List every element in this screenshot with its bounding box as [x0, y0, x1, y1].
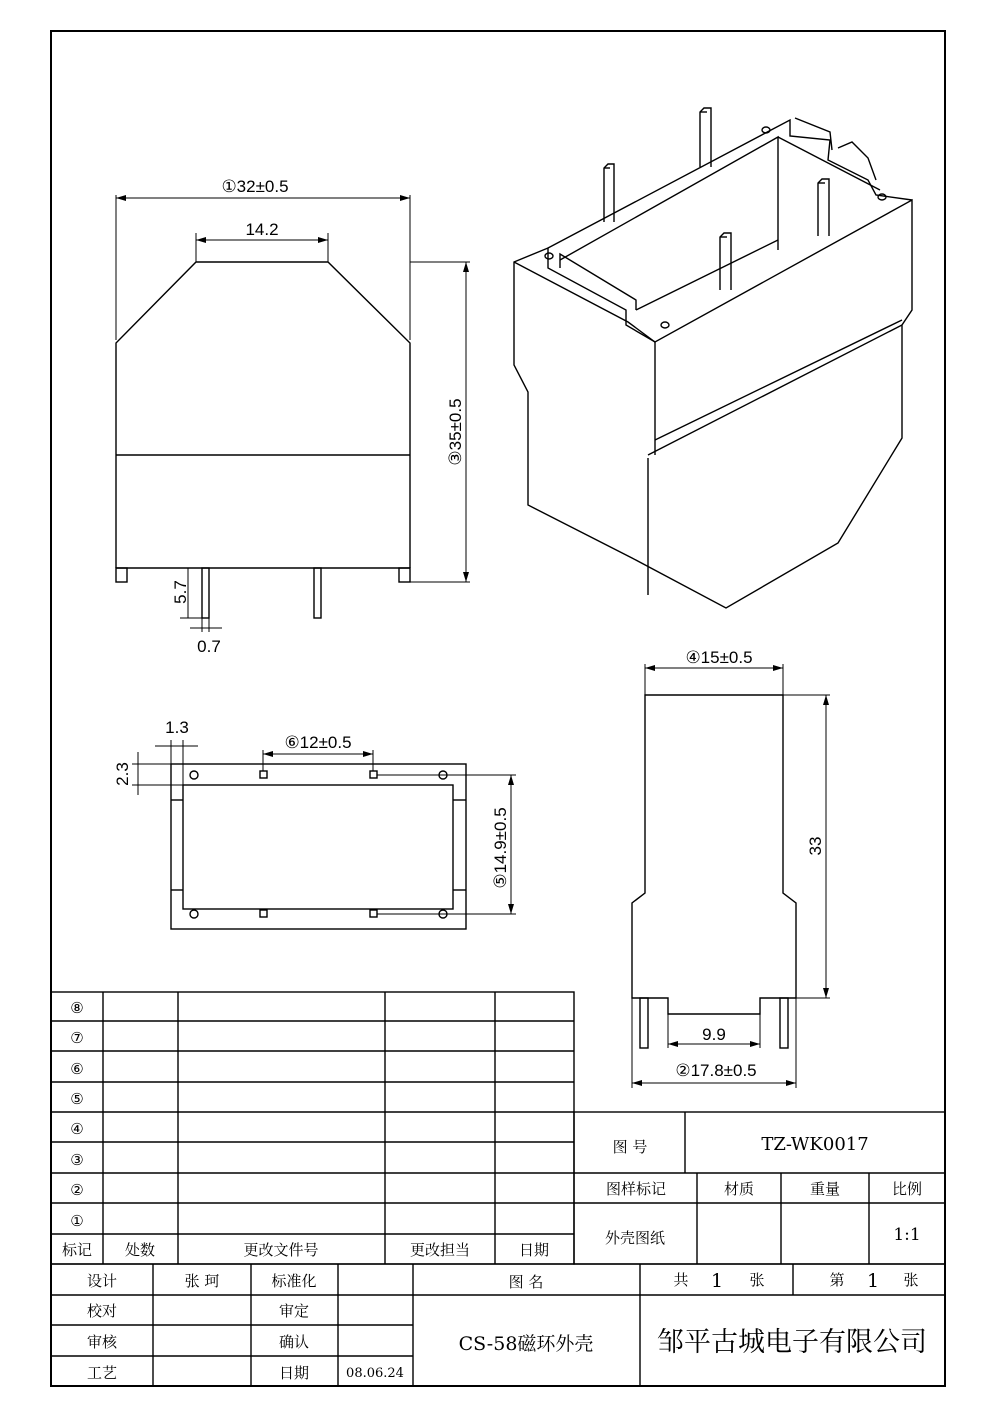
total-label: 共	[673, 1271, 689, 1289]
review-label: 审定	[278, 1302, 310, 1320]
design-label: 设计	[86, 1272, 118, 1290]
offset-y-dim: 2.3	[113, 762, 132, 786]
header-change-doc: 更改文件号	[243, 1241, 319, 1259]
front-view	[116, 177, 470, 656]
scale-label: 比例	[891, 1180, 923, 1198]
sheet-unit-1: 张	[749, 1271, 765, 1289]
sheet-no: 1	[866, 1270, 880, 1292]
revision-marker-4: ④	[70, 1120, 84, 1138]
weight-label: 重量	[809, 1180, 841, 1198]
check-label: 校对	[86, 1302, 118, 1320]
date-value: 08.06.24	[346, 1366, 404, 1381]
drawing-no: TZ-WK0017	[761, 1134, 869, 1155]
audit-label: 审核	[86, 1333, 118, 1351]
designer-name: 张 珂	[184, 1272, 220, 1290]
inner-gap-dim: 9.9	[702, 1025, 726, 1044]
pin-length-dim: 5.7	[171, 580, 190, 604]
front-height-dim: ③35±0.5	[446, 398, 465, 466]
revision-marker-1: ①	[70, 1212, 84, 1230]
revision-table	[51, 992, 574, 1264]
total-count: 1	[710, 1270, 724, 1292]
revision-marker-8: ⑧	[70, 999, 84, 1017]
date-label: 日期	[278, 1364, 310, 1382]
pin-width-dim: 0.7	[197, 637, 221, 656]
depth-dim: ⑤14.9±0.5	[491, 807, 510, 889]
base-width-dim: ②17.8±0.5	[675, 1061, 757, 1080]
side-height-dim: 33	[806, 836, 825, 856]
sheet-label: 第	[829, 1271, 845, 1289]
drawing-mark-label: 图样标记	[605, 1180, 667, 1198]
drawing-name-label: 图 名	[508, 1273, 544, 1291]
isometric-view	[514, 108, 912, 608]
side-width-dim: ④15±0.5	[685, 648, 753, 667]
revision-marker-3: ③	[70, 1151, 84, 1169]
front-width-dim: ①32±0.5	[221, 177, 289, 196]
title-block-upper	[574, 1112, 945, 1264]
drawing-type: 外壳图纸	[604, 1229, 666, 1247]
offset-x-dim: 1.3	[165, 718, 189, 737]
standard-label: 标准化	[271, 1272, 317, 1290]
confirm-label: 确认	[278, 1333, 310, 1351]
front-top-dim: 14.2	[245, 220, 279, 239]
header-mark: 标记	[61, 1241, 93, 1259]
side-view	[632, 648, 830, 1088]
header-date: 日期	[518, 1241, 550, 1259]
revision-marker-6: ⑥	[70, 1060, 84, 1078]
revision-marker-5: ⑤	[70, 1090, 84, 1108]
drawing-name: CS-58磁环外壳	[458, 1333, 594, 1355]
material-label: 材质	[723, 1180, 755, 1198]
bottom-view	[113, 718, 516, 929]
header-change-owner: 更改担当	[409, 1241, 471, 1259]
company-name: 邹平古城电子有限公司	[657, 1327, 927, 1358]
scale-value: 1:1	[893, 1225, 921, 1245]
revision-marker-2: ②	[70, 1181, 84, 1199]
drawing-no-label: 图 号	[612, 1138, 648, 1156]
pin-spacing-dim: ⑥12±0.5	[284, 733, 352, 752]
header-count: 处数	[124, 1241, 156, 1259]
revision-marker-7: ⑦	[70, 1029, 84, 1047]
process-label: 工艺	[86, 1364, 118, 1382]
title-block-bottom	[51, 1264, 945, 1386]
sheet-unit-2: 张	[903, 1271, 919, 1289]
